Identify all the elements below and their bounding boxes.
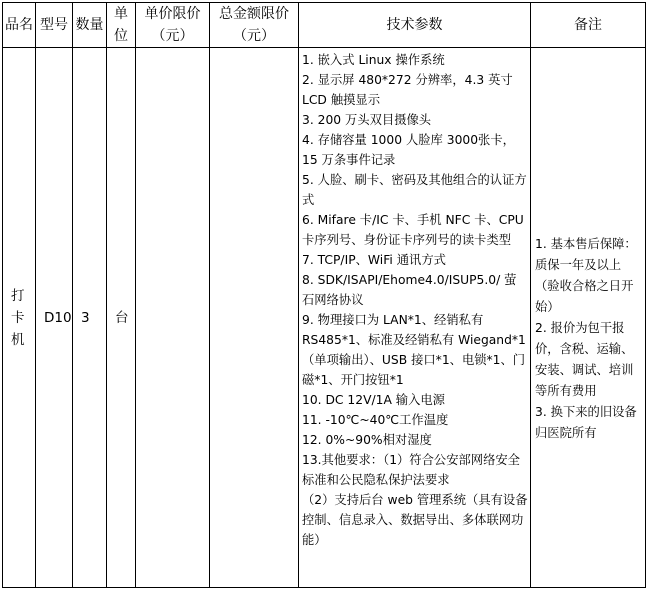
- header-row: [3, 3, 646, 48]
- spec-item-6: 6. Mifare 卡/IC 卡、手机 NFC 卡、CPU 卡序列号、身份证卡序列号的读卡类型: [302, 213, 524, 247]
- procurement-table: [2, 2, 646, 588]
- header-total-price: 总金额限价（元）: [210, 3, 299, 48]
- header-quantity: 数量: [73, 3, 107, 48]
- header-name: 品名: [3, 3, 36, 48]
- cell-unit: 台: [107, 48, 136, 588]
- remark-item-3: 3. 换下来的旧设备归医院所有: [535, 405, 637, 440]
- cell-remarks: [531, 48, 646, 588]
- header-model: 型号: [36, 3, 73, 48]
- spec-item-11: 11. -10℃~40℃工作温度: [302, 413, 449, 427]
- cell-name: 打卡机: [3, 48, 36, 588]
- spec-item-7: 7. TCP/IP、WiFi 通讯方式: [302, 253, 446, 267]
- cell-specs: [299, 48, 531, 588]
- table-row: [3, 48, 646, 588]
- header-unit: 单位: [107, 3, 136, 48]
- spec-item-8: 8. SDK/ISAPI/Ehome4.0/ISUP5.0/ 萤石网络协议: [302, 273, 517, 307]
- spec-item-9: 9. 物理接口为 LAN*1、经销私有 RS485*1、标准及经销私有 Wiegand*1（单项输出）、USB 接口*1、电锁*1、门磁*1、开门按钮*1: [302, 313, 526, 387]
- cell-quantity: 3: [73, 48, 107, 588]
- spec-item-13-2: （2）支持后台 web 管理系统（具有设备控制、信息录入、数据导出、多体联网功能）: [302, 493, 528, 547]
- cell-unit-price: [136, 48, 210, 588]
- remark-item-1: 1. 基本售后保障：质保一年及以上（验收合格之日开始）: [535, 237, 637, 314]
- cell-model: D10: [36, 48, 73, 588]
- spec-item-12: 12. 0%~90%相对湿度: [302, 433, 432, 447]
- cell-total-price: [210, 48, 299, 588]
- spec-item-2: 2. 显示屏 480*272 分辨率，4.3 英寸 LCD 触摸显示: [302, 73, 513, 107]
- spec-item-3: 3. 200 万头双目摄像头: [302, 113, 432, 127]
- spec-item-4: 4. 存储容量 1000 人脸库 3000张卡，15 万条事件记录: [302, 133, 515, 167]
- header-specs: 技术参数: [299, 3, 531, 48]
- spec-item-10: 10. DC 12V/1A 输入电源: [302, 393, 445, 407]
- spec-item-5: 5. 人脸、刷卡、密码及其他组合的认证方式: [302, 173, 527, 207]
- header-remarks: 备注: [531, 3, 646, 48]
- remark-item-2: 2. 报价为包干报价，含税、运输、安装、调试、培训等所有费用: [535, 321, 634, 398]
- header-unit-price: 单价限价（元）: [136, 3, 210, 48]
- spec-item-1: 1. 嵌入式 Linux 操作系统: [302, 53, 445, 67]
- spec-item-13: 13.其他要求：（1）符合公安部网络安全标准和公民隐私保护法要求: [302, 453, 520, 487]
